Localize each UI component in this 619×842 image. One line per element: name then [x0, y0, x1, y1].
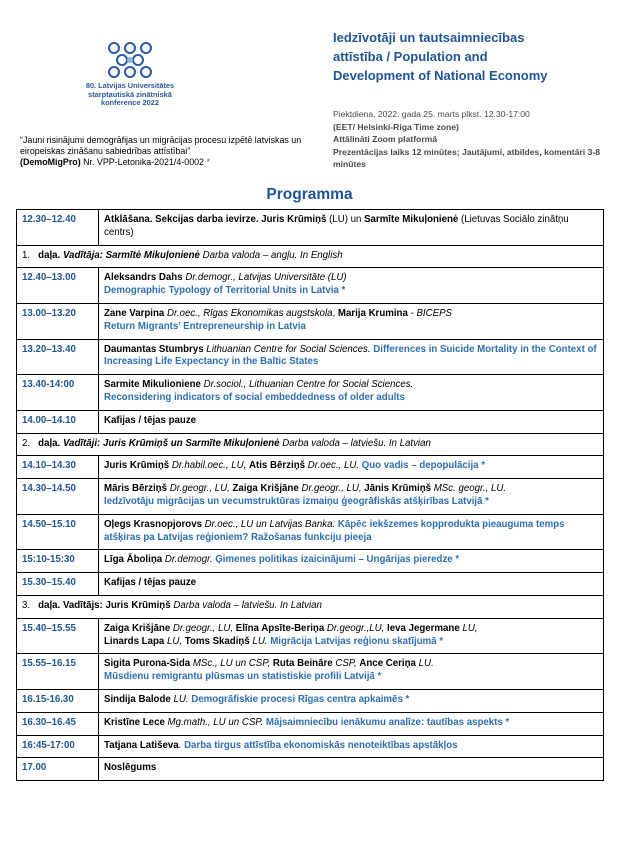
talk-topic: Differences in Suicide Mortality in the Context of Increasing Life Expectancy in the Baltic States — [104, 343, 597, 368]
time-cell: 14.00–14.10 — [17, 410, 99, 433]
talk-topic: Demographic Typology of Territorial Units in Latvia * — [104, 285, 346, 297]
speaker-name: Toms Skadiņš — [184, 635, 250, 647]
speaker-name: Zaiga Krišjāne — [232, 483, 299, 495]
part-label: daļa. — [38, 437, 63, 449]
talk-topic: Iedzīvotāju migrācijas un vecumstruktūras izmaiņu ģeogrāfiskās atšķirības Latvijā * — [104, 495, 489, 507]
speaker-name: Juris Krūmiņš — [104, 460, 170, 472]
table-row — [17, 758, 604, 781]
session-cell — [99, 268, 604, 304]
speaker-affiliation: Dr.geogr., LU, — [167, 483, 233, 495]
break-cell — [99, 573, 604, 596]
schedule-table — [16, 209, 604, 781]
talk-topic: Reconsidering indicators of social embeddedness of older adults — [104, 391, 405, 403]
title-line-1: Iedzīvotāji un tautsaimniecības — [333, 30, 525, 45]
part-number: 2. — [22, 437, 31, 449]
session-cell — [99, 735, 604, 758]
speaker-affiliation: Dr.oec., LU. — [305, 460, 362, 472]
speaker-affiliation: Dr.oec., Rīgas Ekonomikas augstskola — [164, 307, 333, 319]
logo-line-3: konference 2022 — [101, 98, 159, 108]
part-row — [17, 595, 604, 618]
speaker-affiliation: LU, — [459, 622, 478, 634]
table-row — [17, 654, 604, 690]
speaker-affiliation: Dr.oec., LU un Latvijas Banka. — [201, 518, 338, 530]
speaker-name: Linards Lapa — [104, 635, 165, 647]
talk-topic: Migrācija Latvijas reģionu skatījumā * — [270, 635, 444, 647]
time-cell: 15:10-15:30 — [17, 550, 99, 573]
part-language: Darba valoda – latviešu. In Latvian — [170, 599, 322, 611]
speaker-affiliation: Dr.demogr., Latvijas Universitāte (LU) — [182, 272, 347, 284]
session-cell — [99, 375, 604, 411]
bold-text: Sarmīte Mikuļonienė — [364, 214, 459, 225]
time-cell: 14.10–14.30 — [17, 456, 99, 479]
talk-topic: Return Migrants’ Entrepreneurship in Latvia — [104, 320, 306, 332]
speaker-name: Marija Krumina — [337, 307, 408, 319]
break-label: Kafijas / tējas pauze — [104, 577, 197, 589]
part-language: Darba valoda – angļu. In English — [199, 249, 343, 261]
time-cell: 14.50–15.10 — [17, 514, 99, 550]
table-row — [17, 735, 604, 758]
programme-title: Programma — [266, 186, 353, 203]
part-row — [17, 433, 604, 456]
event-format: Prezentācijas laiks 12 minūtes; Jautājumi, atbildes, komentāri 3-8 minūtes — [333, 146, 600, 169]
speaker-affiliation: LU, — [164, 635, 185, 647]
part-header — [17, 433, 604, 456]
talk-topic: Demogrāfiskie procesi Rīgas centra apkaimēs * — [191, 693, 410, 705]
table-row — [17, 618, 604, 654]
time-cell: 15.30–15.40 — [17, 573, 99, 596]
part-chair: Vadītāji: Juris Krūmiņš un Sarmīte Mikuļonienė — [62, 437, 280, 449]
speaker-affiliation: MSc. geogr., LU. — [431, 483, 507, 495]
table-row — [17, 514, 604, 550]
table-row — [17, 689, 604, 712]
molecule-logo-icon — [104, 40, 156, 80]
session-cell — [99, 618, 604, 654]
session-cell — [99, 514, 604, 550]
title-line-3: Development of National Economy — [333, 68, 548, 83]
talk-topic: Darba tirgus attīstība ekonomiskās nenoteiktības apstākļos — [184, 739, 458, 751]
table-row — [17, 410, 604, 433]
time-cell: 13.40-14:00 — [17, 375, 99, 411]
logo-line-2: starptautiskā zinātniskā — [88, 89, 172, 99]
speaker-affiliation: CSP, — [332, 658, 360, 670]
part-row — [17, 245, 604, 268]
speaker-name: Aleksandrs Dahs — [104, 272, 183, 284]
speaker-affiliation: Dr.demogr. — [162, 554, 216, 566]
speaker-name: Zane Varpina — [104, 307, 165, 319]
speaker-affiliation: LU. — [415, 658, 434, 670]
event-platform: Attālināti Zoom platformā — [333, 134, 438, 144]
section-title — [333, 28, 603, 85]
speaker-name: Daumantas Stumbrys — [104, 343, 204, 355]
speaker-name: Atis Bērziņš — [249, 460, 306, 472]
time-cell: 12.30–12.40 — [17, 210, 99, 246]
session-cell — [99, 689, 604, 712]
table-row — [17, 456, 604, 479]
speaker-affiliation: Dr.geogr.,LU, — [324, 622, 388, 634]
event-info — [333, 108, 613, 171]
speaker-name: Sarmite Mikulioniene — [104, 379, 201, 391]
project-info — [20, 135, 320, 168]
speaker-name: Ruta Beināre — [272, 658, 333, 670]
break-label: Kafijas / tējas pauze — [104, 414, 197, 426]
session-cell — [99, 479, 604, 515]
speaker-affiliation: Lithuanian Centre for Social Sciences. — [203, 343, 374, 355]
session-cell — [99, 210, 604, 246]
speaker-affiliation: Dr.habil.oec., LU, — [169, 460, 250, 472]
speaker-name: Ance Ceriņa — [359, 658, 416, 670]
speaker-name: Sindija Balode — [104, 693, 171, 705]
break-cell — [99, 410, 604, 433]
logo-line-1: 80. Latvijas Universitātes — [85, 81, 175, 90]
event-timezone: (EET/ Helsinki-Riga Time zone) — [333, 121, 459, 132]
time-cell: 15.55–16.15 — [17, 654, 99, 690]
bold-text: Atklāšana. Sekcijas darba ievirze. Juris Krūmiņš — [104, 214, 327, 225]
speaker-name: Kristīne Lece — [104, 716, 165, 728]
table-row — [17, 712, 604, 735]
speaker-name: Zaiga Krišjāne — [104, 622, 171, 634]
session-cell — [99, 712, 604, 735]
project-number: Nr. VPP-Letonika-2021/4-0002 — [80, 157, 207, 167]
time-cell: 16:45-17:00 — [17, 735, 99, 758]
separator: , — [332, 307, 338, 319]
speaker-affiliation: Dr.geogr., LU, — [298, 483, 365, 495]
table-row — [17, 550, 604, 573]
event-date: Piektdiena, 2022. gada 25. marts plkst. 12.30-17:00 — [333, 109, 530, 119]
part-language: Darba valoda – latviešu. In Latvian — [279, 437, 431, 449]
speaker-name: Sigita Purona-Sida — [104, 658, 191, 670]
talk-topic: Mājsaimniecību ienākumu analīze: tautības aspekts * — [265, 716, 510, 728]
speaker-affiliation: - BICEPS — [407, 307, 453, 319]
title-line-2: attīstība / Population and — [333, 49, 488, 64]
time-cell: 14.30–14.50 — [17, 479, 99, 515]
closing-cell — [99, 758, 604, 781]
separator: . — [178, 739, 185, 751]
talk-topic: Quo vadis – depopulācija * — [361, 460, 486, 472]
time-cell: 15.40–15.55 — [17, 618, 99, 654]
project-star: * — [206, 157, 210, 167]
speaker-name: Līga Āboliņa — [104, 554, 163, 566]
speaker-affiliation: MSc., LU un CSP, — [190, 658, 273, 670]
table-row — [17, 268, 604, 304]
speaker-affiliation: LU. — [249, 635, 271, 647]
speaker-affiliation: Dr.sociol., Lithuanian Centre for Social Sciences. — [200, 379, 414, 391]
part-header — [17, 245, 604, 268]
session-cell — [99, 654, 604, 690]
table-row — [17, 339, 604, 375]
project-code: (DemoMigPro) — [20, 157, 81, 167]
text: (LU) un — [326, 214, 365, 225]
conference-logo — [62, 40, 198, 108]
time-cell: 16.15-16.30 — [17, 689, 99, 712]
session-cell — [99, 456, 604, 479]
time-cell: 13.00–13.20 — [17, 303, 99, 339]
part-header — [17, 595, 604, 618]
speaker-name: Māris Bērziņš — [104, 483, 167, 495]
time-cell: 13.20–13.40 — [17, 339, 99, 375]
session-cell — [99, 339, 604, 375]
speaker-name: Elīna Apsīte-Beriņa — [235, 622, 325, 634]
text: (Lietuvas Sociālo zinātņu centrs) — [104, 214, 569, 238]
speaker-affiliation: LU. — [170, 693, 192, 705]
session-cell — [99, 550, 604, 573]
speaker-affiliation: Mg.math., LU un CSP. — [164, 716, 266, 728]
speaker-name: Ieva Jegermane — [387, 622, 460, 634]
table-row — [17, 210, 604, 246]
part-number: 3. — [22, 599, 31, 611]
talk-topic: Mūsdienu remigrantu plūsmas un statistiskie profili Latvijā * — [104, 671, 382, 683]
part-label: daļa. — [38, 249, 63, 261]
time-cell: 17.00 — [17, 758, 99, 781]
speaker-name: Tatjana Latiševa — [104, 739, 179, 751]
speaker-affiliation: Dr.geogr., LU, — [170, 622, 236, 634]
talk-topic: Kāpēc iekšzemes kopprodukta pieauguma temps atšķiras pa Latvijas reģioniem? Ražošanas funkciju pieeja — [104, 518, 565, 543]
time-cell: 12.40–13.00 — [17, 268, 99, 304]
closing-label: Noslēgums — [104, 762, 157, 774]
table-row — [17, 375, 604, 411]
table-row — [17, 479, 604, 515]
project-description: “Jauni risinājumi demogrāfijas un migrācijas procesu izpētē latviskas un eiropeiskas zināšanu sabiedrības attīstībai” — [20, 135, 302, 156]
table-row — [17, 303, 604, 339]
part-number: 1. — [22, 249, 31, 261]
speaker-name: Jānis Krūmiņš — [364, 483, 432, 495]
part-chair: Vadītāja: Sarmītė Mikuļonienė — [62, 249, 200, 261]
speaker-name: Oļegs Krasnopjorovs — [104, 518, 202, 530]
time-cell: 16.30–16.45 — [17, 712, 99, 735]
table-row — [17, 573, 604, 596]
talk-topic: Ģimenes politikas izaicinājumi – Ungārijas pieredze * — [215, 554, 460, 566]
part-label: daļa. Vadītājs: Juris Krūmiņš — [38, 599, 171, 611]
session-cell — [99, 303, 604, 339]
